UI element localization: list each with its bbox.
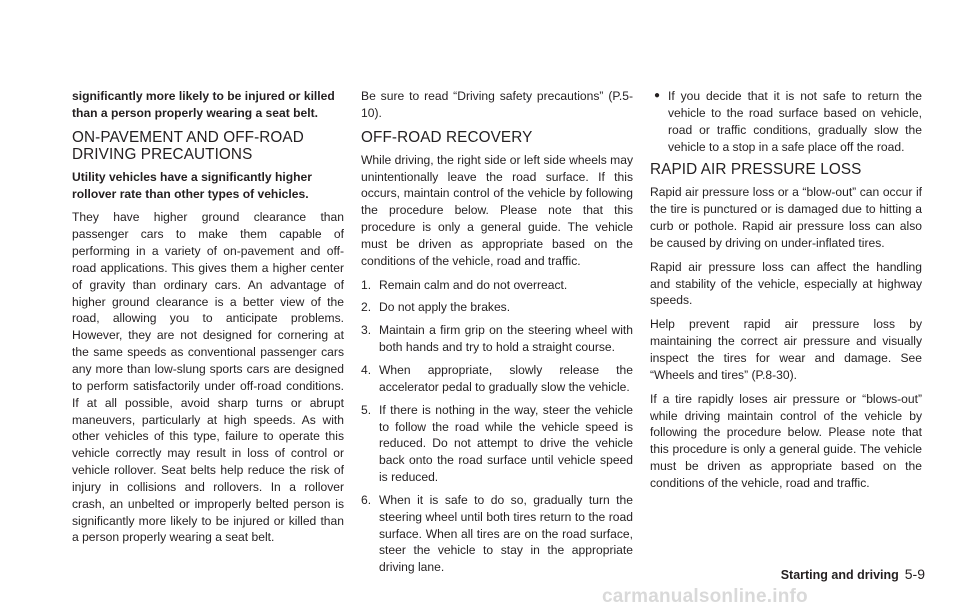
- off-road-recovery-body-text: While driving, the right side or left side wheels may unintentionally leave the road surface. If this occurs, maintain control of the vehicle by following the procedure below. Please note that this procedure is only a general guide. The vehicle must be driven as appropriate based on the conditions of the vehicle, road and traffic.: [361, 152, 633, 268]
- on-pavement-body-text: They have higher ground clearance than passenger cars to make them capable of performing in a variety of on-pavement and off-road applications. This gives them a higher center of gravity than ordinary cars. An advantage of higher ground clearance is a better view of the road, allowing you to anticipate problems. However, they are not designed for cornering at the same speeds as conventional passenger cars any more than low-slung sports cars are designed to perform satisfactorily under off-road conditions. If at all possible, avoid sharp turns or abrupt maneuvers, particularly at high speeds. As with other vehicles of this type, failure to operate this vehicle correctly may result in loss of control or vehicle rollover. Seat belts help reduce the risk of injury in collisions and rollovers. In a rollover crash, an unbelted or improperly belted person is significantly more likely to be injured or killed than a person properly wearing a seat belt.: [72, 210, 344, 545]
- section-heading-air-pressure-loss: RAPID AIR PRESSURE LOSS: [650, 161, 862, 179]
- footer-section-title: Starting and driving: [780, 568, 899, 582]
- list-item: [361, 402, 633, 486]
- column-right: [650, 88, 922, 499]
- bullet-list: [650, 88, 922, 155]
- list-item: [361, 492, 633, 576]
- step-number: 6.: [361, 492, 372, 507]
- watermark-text: carmanualsonline.info: [602, 586, 808, 607]
- step-number: 1.: [361, 277, 372, 292]
- step-number: 5.: [361, 402, 372, 417]
- list-item: [650, 88, 922, 155]
- step-text: If there is nothing in the way, steer the vehicle to follow the road while the vehicle speed is reduced. Do not attempt to drive the vehicle back onto the road surface until vehicle speed is reduced.: [379, 402, 633, 485]
- step-text: Do not apply the brakes.: [379, 300, 511, 315]
- page-footer: [760, 566, 925, 582]
- list-item: [361, 299, 633, 316]
- step-text: When appropriate, slowly release the accelerator pedal to gradually slow the vehicle.: [379, 362, 633, 394]
- step-number: 4.: [361, 362, 372, 377]
- step-number: 2.: [361, 300, 372, 315]
- list-item: [361, 362, 633, 396]
- rollover-warning-subheading: Utility vehicles have a significantly higher rollover rate than other types of vehicles.: [72, 169, 312, 201]
- page-number: 5-9: [904, 566, 925, 582]
- list-item: [361, 277, 633, 294]
- list-item: [361, 322, 633, 356]
- section-heading-off-road-recovery: OFF-ROAD RECOVERY: [361, 128, 533, 146]
- step-text: Remain calm and do not overreact.: [379, 277, 568, 292]
- intro-warning-text: significantly more likely to be injured or killed than a person properly wearing a seat belt.: [72, 89, 335, 120]
- section-heading-on-pavement: ON-PAVEMENT AND OFF-ROAD DRIVING PRECAUTIONS: [72, 128, 304, 163]
- step-number: 3.: [361, 323, 372, 338]
- column-left: [72, 88, 344, 553]
- bullet-text: If you decide that it is not safe to return the vehicle to the road surface based on vehicle, road or traffic conditions, gradually slow the vehicle to a stop in a safe place off the road.: [668, 89, 922, 154]
- bullet-icon: ●: [654, 90, 661, 101]
- safety-precautions-reference: Be sure to read “Driving safety precautions” (P.5-10).: [361, 89, 633, 120]
- recovery-steps-list: [361, 277, 633, 577]
- air-pressure-paragraph: If a tire rapidly loses air pressure or “blows-out” while driving maintain control of the vehicle by following the procedure below. Please note that this procedure is only a general guide. The vehicle must be driven as appropriate based on the conditions of the vehicle, road and traffic.: [650, 391, 922, 490]
- column-middle: [361, 88, 633, 582]
- step-text: Maintain a firm grip on the steering wheel with both hands and try to hold a straight course.: [379, 323, 633, 355]
- air-pressure-paragraph: Rapid air pressure loss or a “blow-out” can occur if the tire is punctured or is damaged due to hitting a curb or pothole. Rapid air pressure loss can also be caused by driving on under-inflated tires.: [650, 185, 922, 250]
- air-pressure-paragraph: Rapid air pressure loss can affect the handling and stability of the vehicle, especially at highway speeds.: [650, 259, 922, 308]
- air-pressure-paragraph: Help prevent rapid air pressure loss by maintaining the correct air pressure and visually inspect the tires for wear and damage. See “Wheels and tires” (P.8-30).: [650, 317, 922, 382]
- step-text: When it is safe to do so, gradually turn the steering wheel until both tires return to the road surface. When all tires are on the road surface, steer the vehicle to stay in the appropriate driving lane.: [379, 492, 633, 575]
